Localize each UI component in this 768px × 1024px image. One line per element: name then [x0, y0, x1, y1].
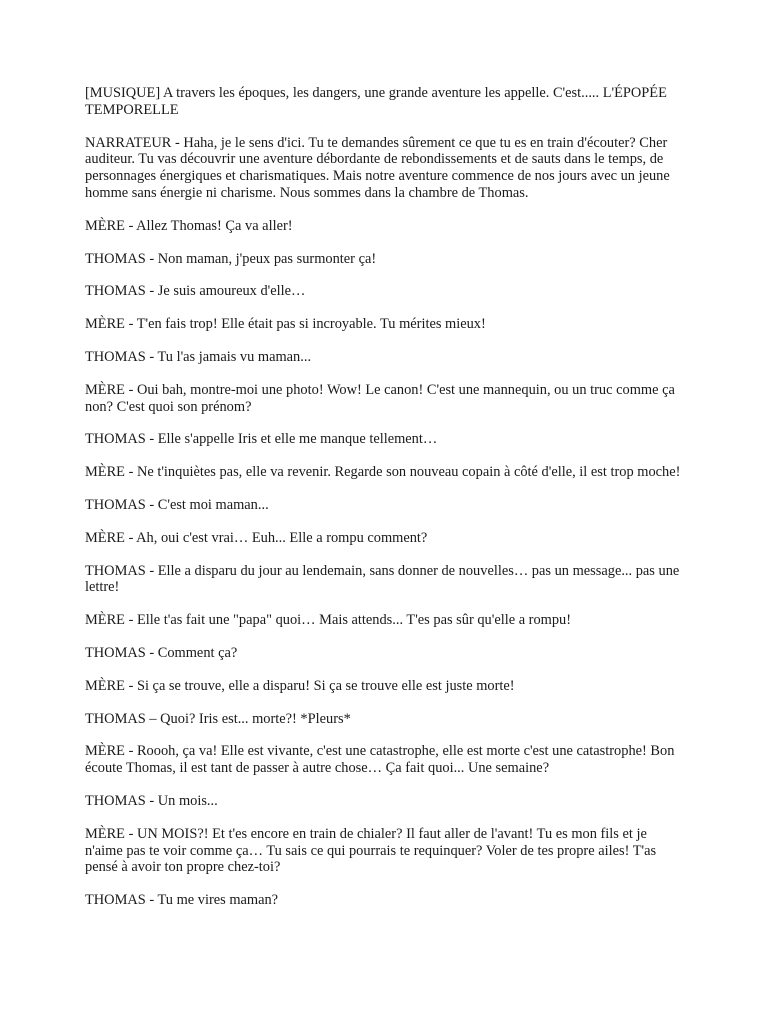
dialogue-line: MÈRE - Elle t'as fait une "papa" quoi… Mais attends... T'es pas sûr qu'elle a rompu! — [85, 612, 572, 629]
dialogue-line: MÈRE - Roooh, ça va! Elle est vivante, c'est une catastrophe, elle est morte c'est une catastrophe! Bon écoute Thomas, il est tant de passer à autre chose… Ça fait quoi... Une semaine? — [85, 743, 675, 777]
dialogue-line: THOMAS - C'est moi maman... — [85, 496, 269, 513]
dialogue-line: THOMAS - Je suis amoureux d'elle… — [85, 283, 306, 300]
dialogue-line: THOMAS - Un mois... — [85, 792, 218, 809]
dialogue-line: MÈRE - Oui bah, montre-moi une photo! Wow! Le canon! C'est une mannequin, ou un truc comme ça non? C'est quoi son prénom? — [85, 381, 675, 415]
dialogue-line: THOMAS - Comment ça? — [85, 644, 238, 661]
dialogue-line: THOMAS – Quoi? Iris est... morte?! *Pleurs* — [85, 710, 351, 727]
dialogue-line: THOMAS - Tu l'as jamais vu maman... — [85, 348, 312, 365]
dialogue-line: MÈRE - Ah, oui c'est vrai… Euh... Elle a rompu comment? — [85, 529, 428, 546]
dialogue-line: MÈRE - T'en fais trop! Elle était pas si incroyable. Tu mérites mieux! — [85, 316, 486, 333]
dialogue-line: MÈRE - Si ça se trouve, elle a disparu! Si ça se trouve elle est juste morte! — [85, 677, 515, 694]
intro-paragraph: [MUSIQUE] A travers les époques, les dangers, une grande aventure les appelle. C'est..... L'ÉPOPÉE TEMPORELLE — [85, 85, 667, 118]
dialogue-line: MÈRE - UN MOIS?! Et t'es encore en train de chialer? Il faut aller de l'avant! Tu es mon fils et je n'aime pas te voir comme ça… Tu sais ce qui pourrais te requinquer? Voler de tes propre ailes! T'as pensé à avoir ton propre chez-toi? — [85, 825, 657, 876]
dialogue-line: THOMAS - Elle a disparu du jour au lendemain, sans donner de nouvelles… pas un message... pas une lettre! — [85, 562, 680, 596]
document-body — [85, 85, 685, 925]
dialogue-line: MÈRE - Ne t'inquiètes pas, elle va revenir. Regarde son nouveau copain à côté d'elle, il est trop moche! — [85, 464, 681, 481]
dialogue-line: THOMAS - Tu me vires maman? — [85, 892, 279, 909]
dialogue-line: MÈRE - Allez Thomas! Ça va aller! — [85, 217, 293, 234]
narrator-paragraph: NARRATEUR - Haha, je le sens d'ici. Tu te demandes sûrement ce que tu es en train d'écouter? Cher auditeur. Tu vas découvrir une aventure débordante de rebondissements et de sauts dans le temps, de personnages énergiques et charismatiques. Mais notre aventure commence de nos jours avec un jeune homme sans énergie ni charisme. Nous sommes dans la chambre de Thomas. — [85, 134, 670, 201]
dialogue-line: THOMAS - Elle s'appelle Iris et elle me manque tellement… — [85, 431, 438, 448]
dialogue-line: THOMAS - Non maman, j'peux pas surmonter ça! — [85, 250, 377, 267]
